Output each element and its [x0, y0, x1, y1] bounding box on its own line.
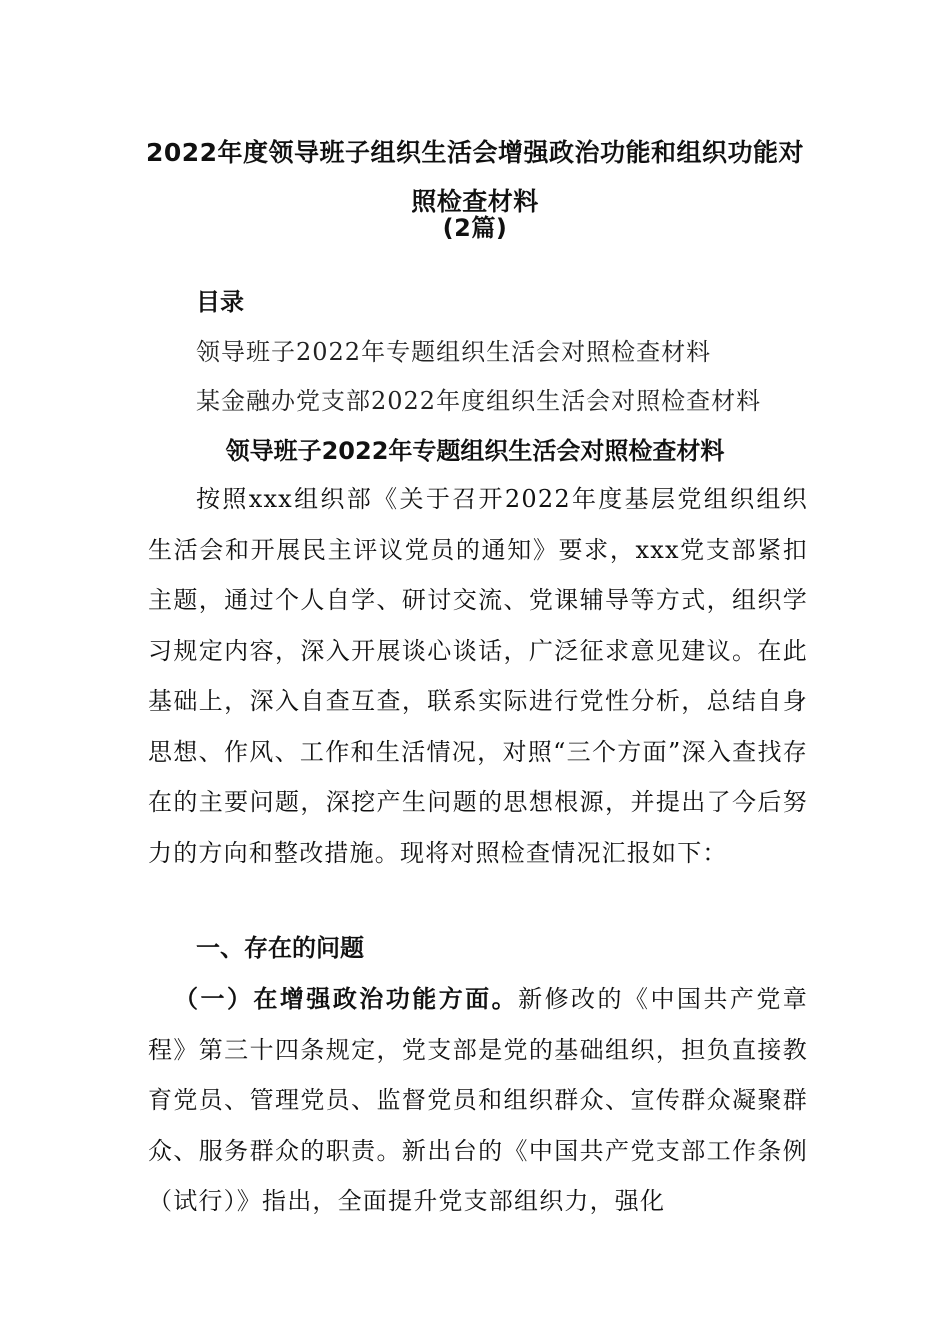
document-title-count: (2篇): [442, 214, 508, 242]
paragraph-body-text: 新修改的《中国共产党章程》第三十四条规定，党支部是党的基础组织，担负直接教育党员、管理党员、监督党员和组织群众、宣传群众凝聚群众、服务群众的职责。新出台的《中国共产党支部工作条例（试行）》指出，全面提升党支部组织力，强化: [148, 985, 808, 1215]
document-title-line-2: 照检查材料: [411, 187, 539, 216]
toc-item[interactable]: 某金融办党支部2022年度组织生活会对照检查材料: [196, 387, 762, 415]
intro-paragraph: 按照xxx组织部《关于召开2022年度基层党组织组织生活会和开展民主评议党员的通知》要求，xxx党支部紧扣主题，通过个人自学、研讨交流、党课辅导等方式，组织学习规定内容，深入开展谈心谈话，广泛征求意见建议。在此基础上，深入自查互查，联系实际进行党性分析，总结自身思想、作风、工作和生活情况，对照“三个方面”深入查找存在的主要问题，深挖产生问题的思想根源，并提出了今后努力的方向和整改措施。现将对照检查情况汇报如下：: [148, 485, 808, 867]
toc-heading: 目录: [196, 288, 244, 316]
section-title: 领导班子2022年专题组织生活会对照检查材料: [225, 437, 725, 465]
political-function-paragraph: [148, 974, 808, 1227]
toc-item[interactable]: 领导班子2022年专题组织生活会对照检查材料: [196, 338, 712, 366]
paragraph-lead-heading: （一）在增强政治功能方面。: [174, 985, 519, 1013]
heading-existing-problems: 一、存在的问题: [196, 934, 364, 962]
document-title-line-1: 2022年度领导班子组织生活会增强政治功能和组织功能对: [145, 138, 805, 167]
